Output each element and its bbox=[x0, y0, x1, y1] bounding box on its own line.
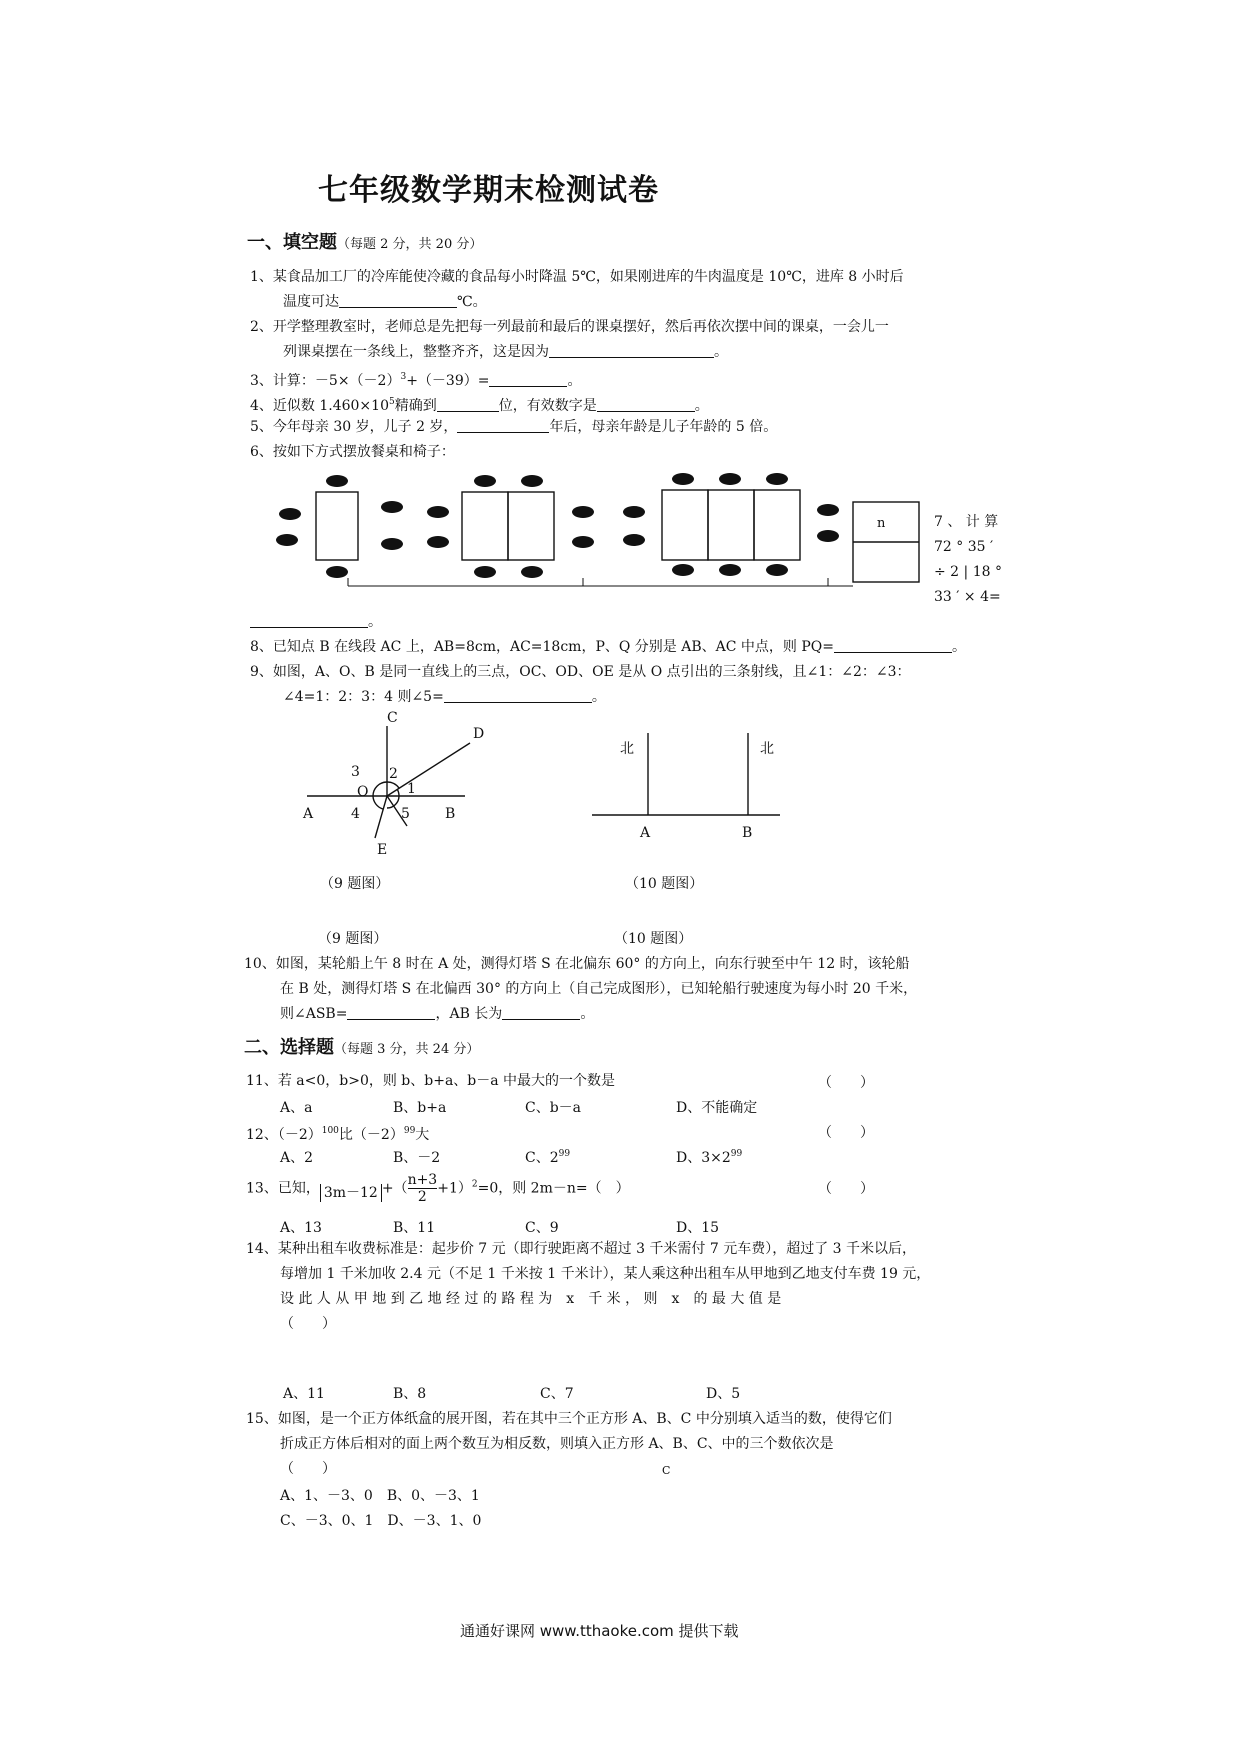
q4-blank1 bbox=[437, 397, 499, 412]
label-3: 3 bbox=[351, 764, 360, 780]
footer-source: 通通好课网 www.tthaoke.com 提供下载 bbox=[460, 1622, 739, 1640]
q10-line3-c: 。 bbox=[580, 1006, 595, 1022]
q2-line1: 2、开学整理教室时，老师总是先把每一列最前和最后的课桌摆好，然后再依次摆中间的课桌，一会儿一 bbox=[250, 319, 889, 335]
q13-numerator: n+3 bbox=[407, 1172, 438, 1188]
fig10-caption-repeat: （10 题图） bbox=[614, 931, 693, 947]
q1-line2-b: ℃。 bbox=[457, 294, 487, 310]
q11-paren: （ ） bbox=[818, 1075, 874, 1091]
section2-heading bbox=[244, 1033, 479, 1059]
label-2: 2 bbox=[389, 766, 398, 782]
q14-option-c: C、7 bbox=[540, 1386, 574, 1402]
section1-heading bbox=[247, 228, 482, 254]
q7-blank bbox=[250, 613, 368, 628]
q12-paren: （ ） bbox=[818, 1125, 874, 1141]
q1-line2-a: 温度可达 bbox=[283, 294, 339, 310]
q14-line3: 设 此 人 从 甲 地 到 乙 地 经 过 的 路 程 为 x 千 米 ， 则 x 的 最 大 值 是 bbox=[280, 1291, 782, 1307]
q3-c: 。 bbox=[567, 373, 582, 389]
label-c: C bbox=[387, 710, 398, 726]
q4-a: 4、近似数 1.460×10 bbox=[250, 398, 389, 414]
arc-3 bbox=[373, 782, 387, 796]
q9-line2-a: ∠4=1：2：3：4 则∠5= bbox=[283, 689, 444, 705]
q14-line4: （ ） bbox=[280, 1316, 336, 1332]
north-label-left: 北 bbox=[620, 741, 634, 757]
q7-line1: 7 、 计 算 bbox=[934, 514, 999, 530]
q2-blank bbox=[549, 343, 714, 358]
q15-options-cd: C、－3、0、1 D、－3、1、0 bbox=[280, 1513, 482, 1529]
q15-options-ab: A、1、－3、0 B、0、－3、1 bbox=[280, 1488, 480, 1504]
q13-exp: 2 bbox=[471, 1179, 478, 1190]
section2-title: 二、选择题 bbox=[244, 1037, 334, 1058]
q5-a: 5、今年母亲 30 岁，儿子 2 岁， bbox=[250, 419, 458, 435]
fig9-caption: （9 题图） bbox=[320, 876, 390, 892]
q13-paren: （ ） bbox=[818, 1181, 874, 1197]
point-b: B bbox=[742, 825, 753, 841]
q13-option-c: C、9 bbox=[525, 1220, 559, 1236]
q10-line2: 在 B 处，测得灯塔 S 在北偏西 30° 的方向上（自己完成图形），已知轮船行驶速度为每小时 20 千米， bbox=[280, 981, 918, 997]
q1-blank bbox=[339, 293, 457, 308]
q5 bbox=[250, 418, 777, 436]
q3-a: 3、计算：－5×（－2） bbox=[250, 373, 401, 389]
q12-stem bbox=[246, 1122, 429, 1144]
q1-line1: 1、某食品加工厂的冷库能使冷藏的食品每小时降温 5℃，如果刚进库的牛肉温度是 10℃，进库 8 小时后 bbox=[250, 269, 904, 285]
q9-line2 bbox=[283, 688, 606, 706]
arc-1 bbox=[397, 789, 399, 796]
q15-line1: 15、如图，是一个正方体纸盒的展开图，若在其中三个正方形 A、B、C 中分别填入适当的数，使得它们 bbox=[246, 1411, 892, 1427]
q11-stem: 11、若 a<0，b>0，则 b、b+a、b－a 中最大的一个数是 bbox=[246, 1073, 616, 1089]
section2-note: （每题 3 分，共 24 分） bbox=[334, 1042, 480, 1057]
q9-line2-b: 。 bbox=[591, 689, 606, 705]
q2-line2-a: 列课桌摆在一条线上，整整齐齐，这是因为 bbox=[283, 344, 549, 360]
tables-chairs-figure bbox=[270, 468, 930, 593]
q10-line3-b: ，AB 长为 bbox=[435, 1006, 503, 1022]
q12-option-c-exp: 99 bbox=[558, 1149, 571, 1159]
page-title: 七年级数学期末检测试卷 bbox=[318, 173, 659, 208]
q4-c: 位，有效数字是 bbox=[498, 398, 597, 414]
label-d: D bbox=[473, 726, 485, 742]
q13-option-b: B、11 bbox=[393, 1220, 436, 1236]
ray-oe bbox=[375, 796, 387, 838]
q3-blank bbox=[489, 372, 567, 387]
label-1: 1 bbox=[407, 781, 416, 797]
label-5: 5 bbox=[401, 806, 410, 822]
q7-end: 。 bbox=[368, 614, 382, 630]
q6-text: 6、按如下方式摆放餐桌和椅子： bbox=[250, 444, 455, 460]
q13-fraction bbox=[408, 1172, 438, 1205]
q12-c: 大 bbox=[415, 1127, 430, 1143]
q10-line1: 10、如图，某轮船上午 8 时在 A 处，测得灯塔 S 在北偏东 60° 的方向上，向东行驶至中午 12 时，该轮船 bbox=[244, 956, 910, 972]
figure-10 bbox=[590, 725, 790, 845]
q15-line3: （ ） bbox=[280, 1461, 336, 1477]
point-a: A bbox=[640, 825, 651, 841]
q8-a: 8、已知点 B 在线段 AC 上，AB=8cm，AC=18cm，P、Q 分别是 AB、AC 中点，则 PQ= bbox=[250, 639, 834, 655]
q11-option-b: B、b+a bbox=[393, 1100, 447, 1116]
q1-line2 bbox=[283, 293, 487, 311]
q3 bbox=[250, 368, 581, 390]
fig10-caption: （10 题图） bbox=[625, 876, 704, 892]
q15-stray-c: C bbox=[662, 1464, 671, 1477]
q13-d: =0，则 2m－n=（ ） bbox=[477, 1180, 630, 1197]
q3-b: +（－39）= bbox=[406, 373, 490, 389]
q8-b: 。 bbox=[952, 639, 966, 655]
label-o: O bbox=[357, 784, 369, 800]
q13-option-d: D、15 bbox=[676, 1220, 720, 1236]
q4 bbox=[250, 393, 709, 415]
label-a: A bbox=[303, 806, 314, 822]
baseline-ruler bbox=[348, 578, 853, 586]
q7-line3: ÷ 2 | 18 ° bbox=[934, 564, 1002, 580]
label-b: B bbox=[445, 806, 456, 822]
arc-4 bbox=[373, 796, 383, 809]
q3-exp: 3 bbox=[400, 372, 407, 382]
q10-blank1 bbox=[347, 1005, 435, 1020]
q4-b: 精确到 bbox=[394, 398, 437, 414]
q14-option-b: B、8 bbox=[393, 1386, 427, 1402]
q14-line1: 14、某种出租车收费标准是：起步价 7 元（即行驶距离不超过 3 千米需付 7 元车费），超过了 3 千米以后， bbox=[246, 1241, 917, 1257]
q10-line3 bbox=[280, 1005, 594, 1023]
section1-title: 一、填空题 bbox=[247, 232, 337, 253]
q11-option-d: D、不能确定 bbox=[676, 1100, 758, 1116]
q5-b: 年后，母亲年龄是儿子年龄的 5 倍。 bbox=[549, 419, 778, 435]
q12-option-c bbox=[525, 1147, 570, 1167]
q12-exp2: 99 bbox=[403, 1126, 416, 1136]
q12-option-c-base: C、2 bbox=[525, 1150, 559, 1166]
q12-b: 比（－2） bbox=[338, 1127, 404, 1143]
q12-option-d bbox=[676, 1147, 742, 1167]
q13-abs-value: 3m－12 bbox=[320, 1184, 382, 1202]
q4-exp: 5 bbox=[388, 397, 395, 407]
q10-line3-a: 则∠ASB= bbox=[280, 1006, 348, 1022]
q12-option-d-base: D、3×2 bbox=[676, 1150, 731, 1166]
q11-option-c: C、b－a bbox=[525, 1100, 582, 1116]
q13-b: +（ bbox=[381, 1180, 408, 1197]
label-e: E bbox=[377, 842, 388, 858]
q12-option-b: B、－2 bbox=[393, 1150, 441, 1166]
q13-c: +1） bbox=[437, 1180, 472, 1197]
q10-blank2 bbox=[502, 1005, 580, 1020]
q11-option-a: A、a bbox=[280, 1100, 313, 1116]
q2-line2-b: 。 bbox=[714, 344, 728, 360]
section1-note: （每题 2 分，共 20 分） bbox=[337, 237, 483, 252]
q4-blank2 bbox=[597, 397, 695, 412]
q12-option-d-exp: 99 bbox=[730, 1149, 743, 1159]
figure-9 bbox=[295, 708, 495, 868]
q14-option-a: A、11 bbox=[283, 1386, 325, 1402]
q14-option-d: D、5 bbox=[706, 1386, 741, 1402]
q8-blank bbox=[834, 638, 952, 653]
q12-option-a: A、2 bbox=[280, 1150, 314, 1166]
q13-denominator: 2 bbox=[417, 1189, 427, 1205]
q7-line2: 72 ° 35 ′ bbox=[934, 539, 994, 555]
q13-stem bbox=[246, 1172, 630, 1205]
q4-d: 。 bbox=[694, 398, 709, 414]
q7-answer bbox=[250, 613, 382, 631]
q12-exp1: 100 bbox=[321, 1126, 339, 1136]
q5-blank bbox=[457, 418, 549, 433]
arc-2 bbox=[387, 782, 399, 788]
q14-line2: 每增加 1 千米加收 2.4 元（不足 1 千米按 1 千米计），某人乘这种出租车从甲地到乙地支付车费 19 元， bbox=[280, 1266, 931, 1282]
q8 bbox=[250, 638, 966, 656]
q9-line1: 9、如图，A、O、B 是同一直线上的三点，OC、OD、OE 是从 O 点引出的三条射线，且∠1：∠2：∠3： bbox=[250, 664, 911, 680]
q2-line2 bbox=[283, 343, 728, 361]
q13-a: 13、已知， bbox=[246, 1180, 320, 1197]
fig9-caption-repeat: （9 题图） bbox=[318, 931, 388, 947]
label-4: 4 bbox=[351, 806, 360, 822]
q12-a: 12、（－2） bbox=[246, 1127, 322, 1143]
north-label-right: 北 bbox=[760, 741, 774, 757]
q13-option-a: A、13 bbox=[280, 1220, 322, 1236]
ray-od bbox=[387, 743, 470, 796]
n-label: n bbox=[877, 516, 886, 531]
q9-blank bbox=[444, 688, 592, 703]
q7-line4: 33 ′ × 4= bbox=[934, 589, 1001, 605]
q15-line2: 折成正方体后相对的面上两个数互为相反数，则填入正方形 A、B、C、中的三个数依次是 bbox=[280, 1436, 834, 1452]
